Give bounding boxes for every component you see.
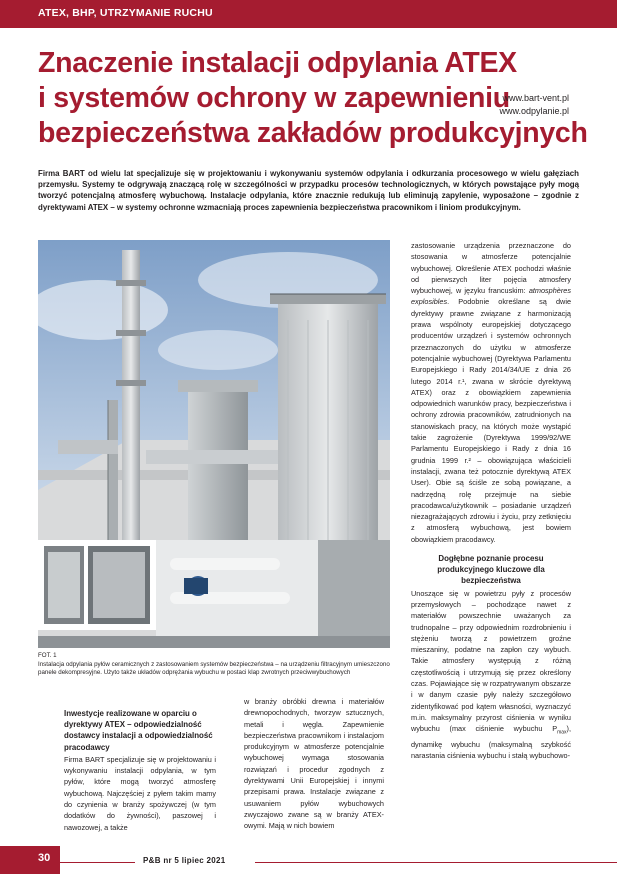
col1-heading: Inwestycje realizowane w oparciu o dyrektywy ATEX – odpowiedzialność dostawcy instalacji a odpowiedzialność pracodawcy — [64, 709, 213, 752]
col3-text-2a: Unoszące się w powietrzu pyły z procesów przemysłowych – pochodzące nawet z materiałów powszechnie uważanych za trudnopalne – przy odpowiednim rozdrobnieniu i stężeniu tworzą z powietrzem groźne mieszaniny, podatne na zapłon czy wybuch. Takie atmosfery występują z różną częstotliwością i utrzymują się przez określony czas. Pojawiające się w rozpatrywanym obszarze i w danym czasie pyły należy szczegółowo zidentyfikować pod kątem własności, wyznaczyć m.in. maksymalny przyrost ciśnienia w wyniku wybuchu (max ciśnienie wybuchu P — [411, 588, 571, 734]
column-2 — [244, 696, 384, 832]
col3-text-2-sub: max — [557, 729, 567, 736]
header-bar — [0, 0, 617, 28]
col3-text-1 — [411, 240, 571, 545]
col2-text: w branży obróbki drewna i materiałów drewnopochodnych, tworzyw sztucznych, metali i węgla. Zapewnienie bezpieczeństwa pracownikom i instalacjom produkcyjnym w atmosferze potencjalnie wybuchowej wymaga stosowania rozwiązań i procedur zgodnych z dyrektywami Unii Europejskiej i innymi przepisami prawa. Instalacje związane z usuwaniem pyłów wybuchowych zwyczajowo zwane są w branży ATEX-owymi. Mają w nich bowiem — [244, 697, 384, 831]
col3-text-1-italic: atmosphères explosibles — [411, 286, 571, 307]
lead-paragraph: Firma BART od wielu lat specjalizuje się w projektowaniu i wykonywaniu systemów odpylania i odkurzania procesowego w wielu gałęziach przemysłu. Systemy te odgrywają znaczącą rolę w szczególności w przypadku procesów technologicznych, w których powstające pyły mogą tworzyć potencjalną atmosferę wybuchową. Instalacje odpylania, które znacznie redukują lub eliminują zapylenie, wyposażone – zgodnie z dyrektywami ATEX – w systemy ochronne wzmacniają proces zapewnienia bezpieczeństwa pracownikom i liniom produkcyjnym. — [38, 169, 579, 212]
col3-heading: Dogłębne poznanie procesu produkcyjnego kluczowe dla bezpieczeństwa — [437, 554, 545, 586]
col3-text-1a: zastosowanie urządzenia przeznaczone do stosowania w atmosferze potencjalnie wybuchowej. Określenie ATEX pochodzi właśnie od pierwszych liter pojęcia atmosfery wybuchowej, w języku francuskim: — [411, 241, 571, 296]
title-line-3: bezpieczeństwa zakładów produkcyjnych — [38, 117, 588, 149]
footer-page-block — [0, 846, 60, 874]
footer-magazine: P&B nr 5 lipiec 2021 — [143, 856, 226, 865]
column-3 — [411, 240, 571, 762]
col3-text-1b: . Podobnie określane są dwie dyrektywy prawne związane z harmonizacją prawa wspólnoty europejskiej dotyczącego producentów urządzeń i systemów ochronnych przeznaczonych do użytku w atmosferze potencjalnie wybuchowej (Dyrektywa Parlamentu Europejskiego i Rady 2014/34/UE z dnia 26 lutego 2014 r.¹, zwana w skrócie dyrektywą ATEX) oraz z obowiązkiem zapewnienia odpowiednich warunków pracy, bezpieczeństwa i ochrony zdrowia pracowników, zatrudnionych na stanowiskach pracy, na których może wystąpić takie zagrożenie (Dyrektywa 1999/92/WE Parlamentu Europejskiego i Rady z dnia 16 grudnia 1999 r.² – obowiązująca właścicieli instalacji, zwana też potocznie dyrektywą ATEX User). Obie są ściśle ze sobą powiązane, a nadrzędną rolę przejmuje na siebie pracodawca/użytkownik – posiadanie urządzeń niezagrażających zdrowiu i życiu, przy zetknięciu z atmosferą wybuchową, jest bowiem obowiązkiem pracodawcy. — [411, 297, 571, 544]
footer-divider-left — [60, 862, 135, 863]
title-line-2: i systemów ochrony w zapewnieniu — [38, 82, 510, 114]
title-line-1: Znaczenie instalacji odpylania ATEX — [38, 47, 517, 79]
page-number: 30 — [38, 852, 51, 864]
url-odpylanie[interactable]: www.odpylanie.pl — [499, 105, 569, 116]
footer-divider-right — [255, 862, 617, 863]
url-bart-vent[interactable]: www.bart-vent.pl — [502, 93, 569, 103]
col3-text-2 — [411, 588, 571, 762]
caption-text: Instalacja odpylania pyłów ceramicznych z zastosowaniem systemów bezpieczeństwa – na urządzeniu filtracyjnym umieszczono panele dekompresyjne. Użyto także układów odprężania wybuchu w postaci klap zwrotnych przeciwwybuchowych — [38, 660, 390, 677]
photo-caption — [38, 652, 390, 678]
column-1 — [64, 708, 216, 833]
col1-text: Firma BART specjalizuje się w projektowaniu i wykonywaniu instalacji odpylania, w tym pyłów, które mogą tworzyć atmosferę wybuchową. Najczęściej z pyłem takim mamy do czynienia w branży spożywczej (w tym dodatków do żywności), paszowej i nawozowej, a także — [64, 754, 216, 832]
col3-text-2b: ), dynamikę wybuchu (maksymalną szybkość narastania ciśnienia wybuchu i stałą wybuchowo- — [411, 724, 571, 761]
website-links — [499, 92, 569, 117]
photo-dust-extraction-installation — [38, 240, 390, 648]
section-label: ATEX, BHP, UTRZYMANIE RUCHU — [38, 7, 213, 19]
photo-illustration — [38, 240, 390, 648]
caption-label: FOT. 1 — [38, 652, 57, 659]
